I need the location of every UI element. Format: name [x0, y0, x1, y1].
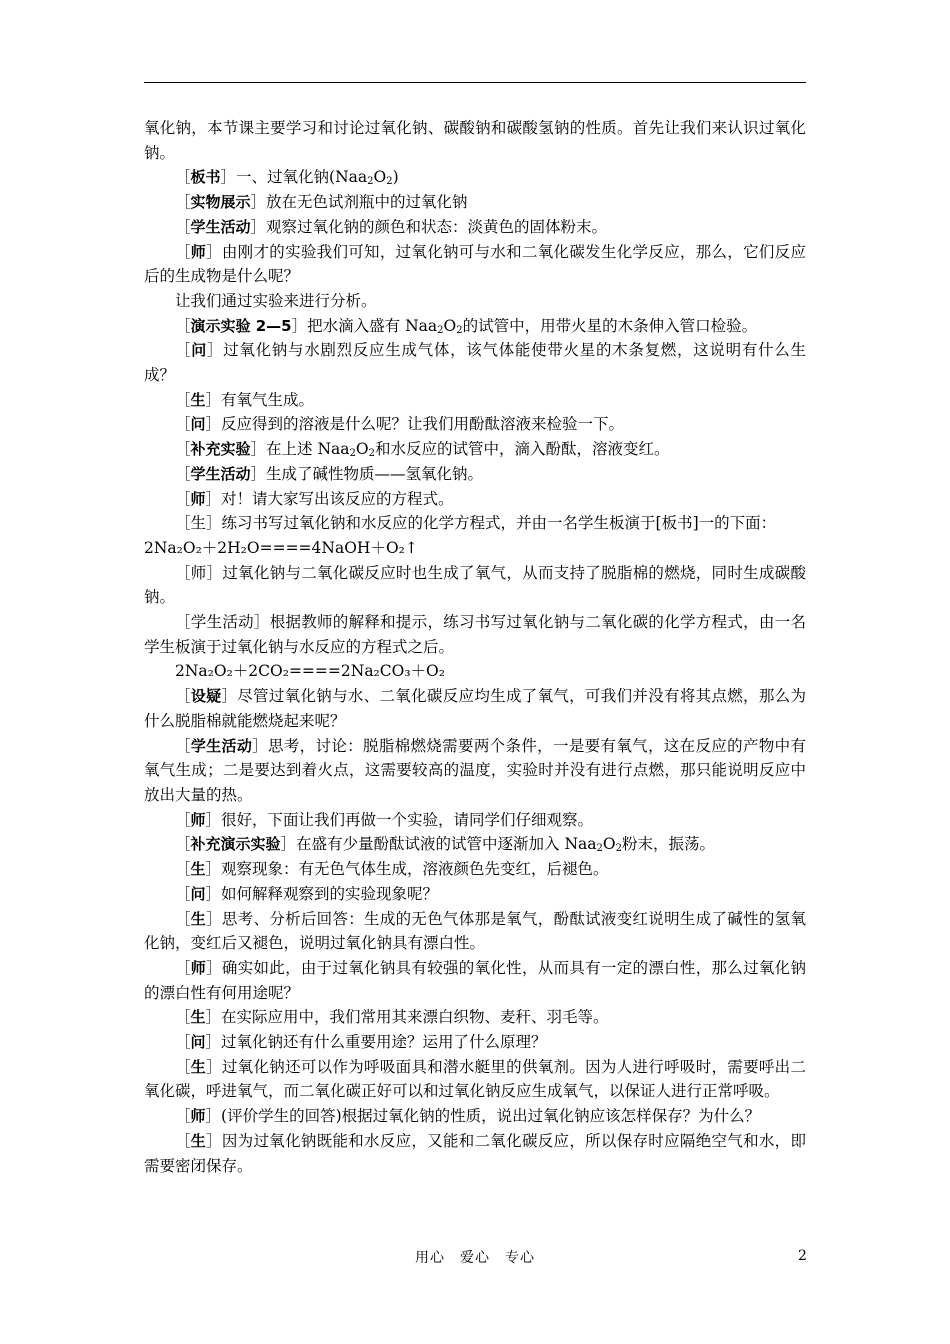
role-tag: 问: [190, 1033, 206, 1052]
role-tag: 生: [190, 514, 207, 533]
role-tag: 师: [190, 242, 207, 261]
paragraph: ［补充实验］在上述 $Naa_2O_2$和水反应的试管中，滴入酚酞，溶液变红。: [175, 440, 670, 460]
paragraph: ［实物展示］放在无色试剂瓶中的过氧化钠: [175, 193, 468, 212]
paragraph: ［问］过氧化钠与水剧烈反应生成气体，该气体能使带火星的木条复燃，这说明有什么生成？: [144, 341, 806, 385]
paragraph: 氧化钠，本节课主要学习和讨论过氧化钠、碳酸钠和碳酸氢钠的性质。首先让我们来认识过氧化钠。: [144, 119, 806, 162]
page-number: 2: [798, 1248, 807, 1264]
paragraph: ［学生活动］生成了碱性物质——氢氧化钠。: [175, 464, 484, 483]
paragraph: ［生］因为过氧化钠既能和水反应，又能和二氧化碳反应，所以保存时应隔绝空气和水，即需要密闭保存。: [144, 1131, 806, 1175]
role-tag: 生: [190, 1131, 207, 1150]
paragraph: ［师］很好，下面让我们再做一个实验，请同学们仔细观察。: [175, 810, 594, 829]
role-tag: 学生活动: [190, 736, 253, 755]
paragraph: ［学生活动］观察过氧化钠的颜色和状态：淡黄色的固体粉末。: [175, 217, 608, 236]
header-rule: [144, 82, 806, 83]
role-tag: 生: [190, 1057, 207, 1076]
paragraph: ［师］由刚才的实验我们可知，过氧化钠可与水和二氧化碳发生化学反应，那么，它们反应后的生成物是什么呢？: [144, 242, 806, 286]
role-tag: 学生活动: [190, 613, 254, 632]
paragraph: ［演示实验 2—5］把水滴入盛有 $Naa_2O_2$的试管中，用带火星的木条伸入管口检验。: [175, 316, 758, 336]
role-tag: 生: [190, 390, 206, 409]
role-tag: 演示实验 2—5: [190, 316, 292, 335]
role-tag: 师: [190, 489, 206, 508]
paragraph: ［师］(评价学生的回答)根据过氧化钠的性质，说出过氧化钠应该怎样保存？为什么？: [175, 1107, 761, 1126]
paragraph: ［生］思考、分析后回答：生成的无色气体那是氧气，酚酞试液变红说明生成了碱性的氢氧化钠，变红后又褪色，说明过氧化钠具有漂白性。: [144, 909, 806, 953]
role-tag: 师: [190, 1107, 206, 1126]
paragraph: ［设疑］尽管过氧化钠与水、二氧化碳反应均生成了氧气，可我们并没有将其点燃，那么为什么脱脂棉就能燃烧起来呢？: [144, 687, 806, 730]
paragraph: ［学生活动］思考，讨论：脱脂棉燃烧需要两个条件，一是要有氧气，这在反应的产物中有氧气生成；二是要达到着火点，这需要较高的温度，实验时并没有进行点燃，那只能说明反应中放出大量的热。: [144, 736, 806, 804]
equation: 2Na₂O₂＋2CO₂====2Na₂CO₃＋O₂: [175, 662, 445, 681]
role-tag: 生: [190, 860, 206, 879]
role-tag: 问: [190, 415, 206, 434]
equation: 2Na₂O₂＋2H₂O====4NaOH＋O₂↑: [144, 538, 418, 557]
role-tag: 补充实验: [190, 440, 251, 459]
role-tag: 实物展示: [190, 193, 251, 212]
role-tag: 生: [190, 1008, 206, 1027]
paragraph: ［师］过氧化钠与二氧化碳反应时也生成了氧气，从而支持了脱脂棉的燃烧，同时生成碳酸钠。: [144, 563, 806, 607]
role-tag: 设疑: [190, 687, 222, 706]
role-tag: 师: [190, 958, 207, 977]
paragraph: ［师］确实如此，由于过氧化钠具有较强的氧化性，从而具有一定的漂白性，那么过氧化钠的漂白性有何用途呢？: [144, 958, 806, 1002]
paragraph: ［生］有氧气生成。: [175, 390, 315, 409]
paragraph: ［生］在实际应用中，我们常用其来漂白织物、麦秆、羽毛等。: [175, 1008, 609, 1027]
role-tag: 问: [190, 884, 206, 903]
paragraph: 让我们通过实验来进行分析。: [175, 291, 377, 310]
paragraph: ［板书］一、过氧化钠$(Naa_2O_2)$: [175, 168, 399, 188]
paragraph: ［生］观察现象：有无色气体生成，溶液颜色先变红，后褪色。: [175, 860, 609, 879]
role-tag: 生: [190, 909, 207, 928]
role-tag: 师: [190, 563, 207, 582]
paragraph: ［补充演示实验］在盛有少量酚酞试液的试管中逐渐加入 $Naa_2O_2$粉末，振荡。: [175, 835, 716, 855]
paragraph: ［生］练习书写过氧化钠和水反应的化学方程式，并由一名学生板演于[板书]一的下面：: [175, 514, 777, 533]
paragraph: ［学生活动］根据教师的解释和提示，练习书写过氧化钠与二氧化碳的化学方程式，由一名学生板演于过氧化钠与水反应的方程式之后。: [144, 613, 806, 656]
paragraph: ［问］反应得到的溶液是什么呢？让我们用酚酞溶液来检验一下。: [175, 415, 625, 434]
paragraph: ［问］如何解释观察到的实验现象呢？: [175, 884, 439, 903]
paragraph: ［问］过氧化钠还有什么重要用途？运用了什么原理？: [175, 1033, 547, 1052]
paragraph: ［生］过氧化钠还可以作为呼吸面具和潜水艇里的供氧剂。因为人进行呼吸时，需要呼出二氧化碳，呼进氧气，而二氧化碳正好可以和过氧化钠反应生成氧气，以保证人进行正常呼吸。: [144, 1057, 806, 1101]
document-body: [144, 116, 806, 1178]
paragraph: ［师］对！请大家写出该反应的方程式。: [175, 489, 454, 508]
page-footer: 用心 爱心 专心: [415, 1250, 535, 1266]
role-tag: 学生活动: [190, 464, 251, 483]
role-tag: 师: [190, 810, 206, 829]
role-tag: 问: [191, 341, 207, 360]
role-tag: 板书: [190, 168, 221, 187]
role-tag: 学生活动: [190, 217, 251, 236]
role-tag: 补充演示实验: [190, 835, 281, 854]
